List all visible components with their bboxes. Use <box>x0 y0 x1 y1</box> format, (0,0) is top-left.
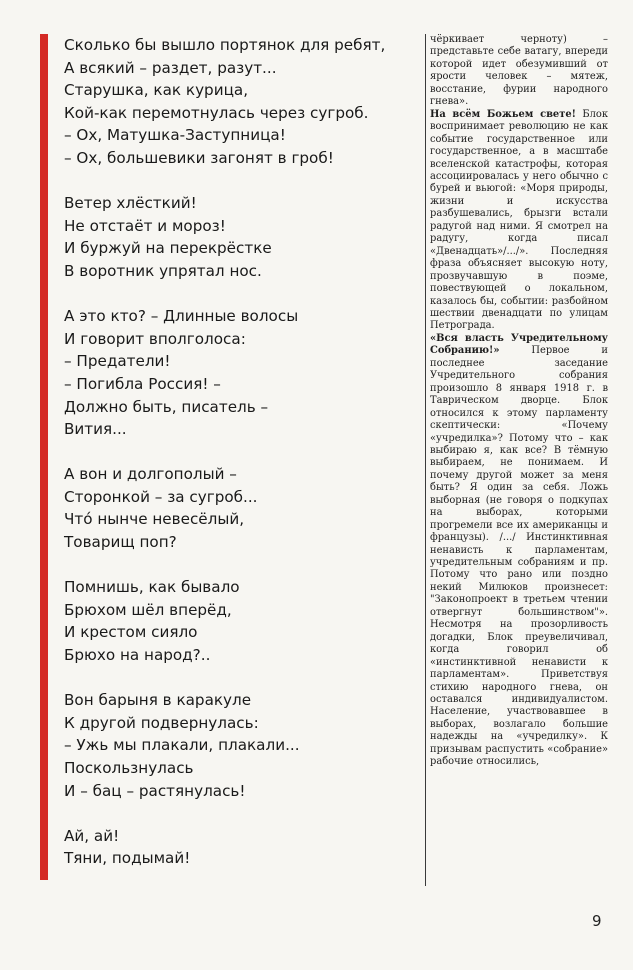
poem-line: Старушка, как курица, <box>64 81 249 100</box>
poem-text <box>64 34 404 893</box>
poem-line: И – бац – растянулась! <box>64 781 246 800</box>
poem-stanza <box>64 825 404 870</box>
poem-line: Поскользнулась <box>64 759 194 777</box>
poem-line: Тяни, подымай! <box>64 849 191 868</box>
poem-line: А это кто? – Длинные волосы <box>64 307 299 326</box>
poem-line: – Ох, большевики загонят в гроб! <box>64 148 334 167</box>
poem-line: А вон и долгополый – <box>64 465 237 484</box>
poem-line: И крестом сияло <box>64 623 198 642</box>
poem-line: Вон барыня в каракуле <box>64 691 252 710</box>
poem-line: Что́ нынче невесёлый, <box>64 510 245 529</box>
poem-line: Сколько бы вышло портянок для ребят, <box>64 36 386 54</box>
poem-stanza <box>64 34 404 170</box>
column-divider <box>425 34 426 886</box>
red-accent-bar <box>40 34 48 880</box>
poem-stanza <box>64 576 404 666</box>
poem-line: Должно быть, писатель – <box>64 397 269 416</box>
commentary-column <box>430 34 608 769</box>
entry-heading: «Вся власть Учредительному Собранию!» <box>430 332 608 357</box>
poem-line: Ветер хлёсткий! <box>64 194 197 213</box>
poem-line: А всякий – раздет, разут... <box>64 58 277 77</box>
poem-line: Помнишь, как бывало <box>64 578 240 597</box>
poem-line: Сторонкой – за сугроб... <box>64 487 258 506</box>
commentary-intro: чёркивает черноту) – представьте себе ватагу, впереди которой идет обезумивший от ярости человек – мятеж, восстание, фурии народного гнева». <box>430 34 608 108</box>
poem-line: Ай, ай! <box>64 826 120 845</box>
poem-stanza <box>64 689 404 802</box>
poem-line: И говорит вполголоса: <box>64 329 246 348</box>
page-number: 9 <box>592 912 602 930</box>
poem-line: – Ох, Матушка-Заступница! <box>64 126 286 145</box>
poem-line: – Предатели! <box>64 352 171 371</box>
entry-text: Первое и последнее заседание Учредительного собрания произошло 8 января 1918 г. в Таврическом дворце. Блок относился к этому парламенту скептически: «Почему «учредилка»? Потому что – как выбираю я, как все? В тёмную выбираем, не понимаем. И почему другой может за меня быть? Я один за себя. Ложь выборная (не говоря о подкупах на выборах, которыми прогремели все их американцы и французы). /.../ Инстинктивная ненависть к парламентам, учредительным собраниям и пр. Потому что рано или поздно некий Милюков произнесет: "Законопроект в третьем чтении отвергнут большинством"». Несмотря на прозорливость догадки, Блок преувеличивал, когда говорил об «инстинктивной ненависти к парламентам». Приветствуя стихию народного гнева, он оставался индивидуалистом. Население, участвовавшее в выборах, возлагало большие надежды на «учредилку». К призывам распустить «собрание» рабочие относились, <box>430 345 608 768</box>
commentary-entry <box>430 333 608 769</box>
poem-stanza <box>64 463 404 553</box>
poem-line: К другой подвернулась: <box>64 713 259 732</box>
poem-line: Не отстаёт и мороз! <box>64 216 226 235</box>
poem-line: – Погибла Россия! – <box>64 374 221 393</box>
poem-stanza <box>64 305 404 441</box>
entry-text: Блок воспринимает революцию не как событие государственное или государственное, а в масштабе вселенской катастрофы, которая ассоциировалась у него обычно с бурей и вьюгой: «Моря природы, жизни и искусства разбушевались, брызги встали радугой над ними. Я смотрел на радугу, когда писал «Двенадцать»/.../». Последняя фраза объясняет высокую ноту, прозвучавшую в поэме, повествующей о локальном, казалось бы, событии: разбойном шествии двенадцати по улицам Петрограда. <box>430 108 608 332</box>
poem-line: Брюхо на народ?.. <box>64 646 211 665</box>
poem-line: – Ужь мы плакали, плакали... <box>64 736 300 755</box>
poem-stanza <box>64 192 404 282</box>
poem-line: Вития... <box>64 420 127 439</box>
entry-heading: На всём Божьем свете! <box>430 108 576 120</box>
poem-line: В воротник упрятал нос. <box>64 261 262 280</box>
poem-line: Кой-как перемотнулась через сугроб. <box>64 103 369 122</box>
poem-line: Товарищ поп? <box>64 533 177 552</box>
poem-line: И буржуй на перекрёстке <box>64 239 272 258</box>
poem-line: Брюхом шёл вперёд, <box>64 600 232 619</box>
commentary-entry <box>430 109 608 333</box>
